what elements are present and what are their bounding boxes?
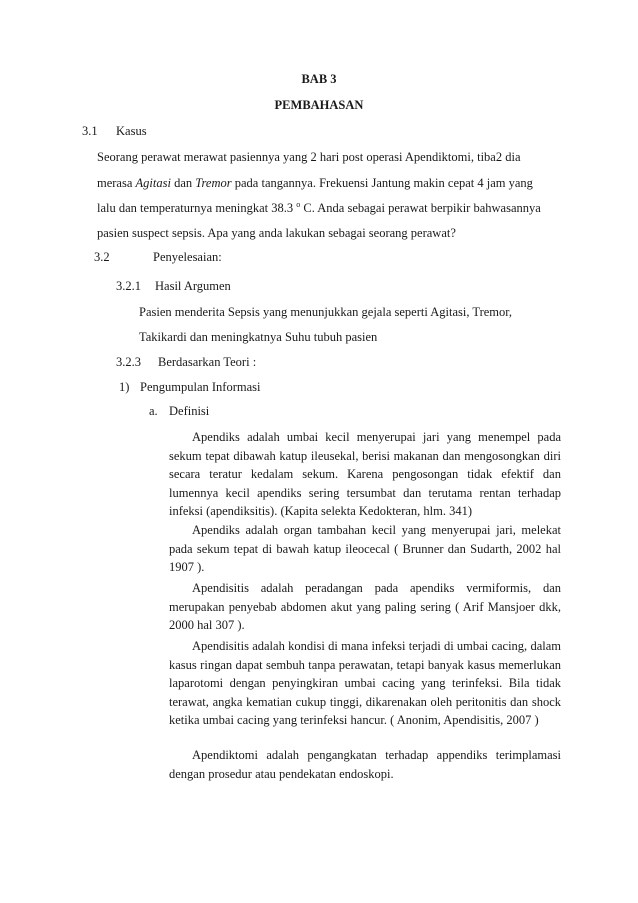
section-3-2-1-title: Hasil Argumen	[155, 279, 231, 293]
tremor-term: Tremor	[195, 176, 232, 190]
section-3-2-3-number: 3.2.3	[116, 355, 141, 369]
definisi-paragraph-2: Apendiks adalah organ tambahan kecil yang menyerupai jari, melekat pada sekum tepat di bawah katup ileocecal ( Brunner dan Sudarth, 2002 hal 1907 ).	[169, 523, 561, 574]
kasus-line-4: pasien suspect sepsis. Apa yang anda lakukan sebagai seorang perawat?	[97, 226, 456, 240]
definisi-paragraph-3: Apendisitis adalah peradangan pada apendiks vermiformis, dan merupakan penyebab abdomen akut yang paling sering ( Arif Mansjoer dkk, 2000 hal 307 ).	[169, 581, 561, 632]
kasus-line-2: merasa Agitasi dan Tremor pada tangannya. Frekuensi Jantung makin cepat 4 jam yang	[97, 176, 533, 190]
section-3-2-1-number: 3.2.1	[116, 279, 141, 293]
item-1-title: Pengumpulan Informasi	[140, 380, 261, 394]
item-a-title: Definisi	[169, 404, 210, 418]
definisi-paragraph-4: Apendisitis adalah kondisi di mana infeksi terjadi di umbai cacing, dalam kasus ringan dapat sembuh tanpa perawatan, tetapi banyak kasus memerlukan laparotomi dengan penyingkiran umbai cacing yang terinfeksi. Bila tidak terawat, angka kematian cukup tinggi, dikarenakan oleh peritonitis dan shock ketika umbai cacing yang terinfeksi hancur. ( Anonim, Apendisitis, 2007 )	[169, 639, 561, 727]
argumen-line-2: Takikardi dan meningkatnya Suhu tubuh pasien	[139, 330, 378, 344]
chapter-title: PEMBAHASAN	[274, 98, 364, 112]
agitasi-term: Agitasi	[135, 176, 171, 190]
chapter-number: BAB 3	[301, 72, 337, 86]
section-3-2-number: 3.2	[94, 250, 110, 264]
kasus-line-1: Seorang perawat merawat pasiennya yang 2 hari post operasi Apendiktomi, tiba2 dia	[97, 150, 521, 164]
section-3-1-number: 3.1	[82, 124, 98, 138]
section-3-1-title: Kasus	[116, 124, 147, 138]
item-1-number: 1)	[119, 380, 130, 394]
definisi-paragraph-1: Apendiks adalah umbai kecil menyerupai jari yang menempel pada sekum tepat dibawah katup ileusekal, berisi makanan dan mengosongkan diri secara teratur kedalam sekum. Karena pengosongan tidak efektif dan lumennya kecil apendiks sering tersumbat dan terutama rentan terhadap infeksi (apendiksitis). (Kapita selekta Kedokteran, hlm. 341)	[169, 430, 561, 518]
kasus-line-3: lalu dan temperaturnya meningkat 38.3 $^o$ C. Anda sebagai perawat berpikir bahwasannya	[97, 200, 541, 215]
section-3-2-title: Penyelesaian:	[153, 250, 222, 264]
argumen-line-1: Pasien menderita Sepsis yang menunjukkan gejala seperti Agitasi, Tremor,	[139, 305, 513, 319]
definisi-paragraph-5: Apendiktomi adalah pengangkatan terhadap appendiks terimplamasi dengan prosedur atau pendekatan endoskopi.	[169, 748, 561, 781]
section-3-2-3-title: Berdasarkan Teori :	[158, 355, 257, 369]
item-a-letter: a.	[149, 404, 158, 418]
degree-superscript: o	[296, 200, 301, 209]
